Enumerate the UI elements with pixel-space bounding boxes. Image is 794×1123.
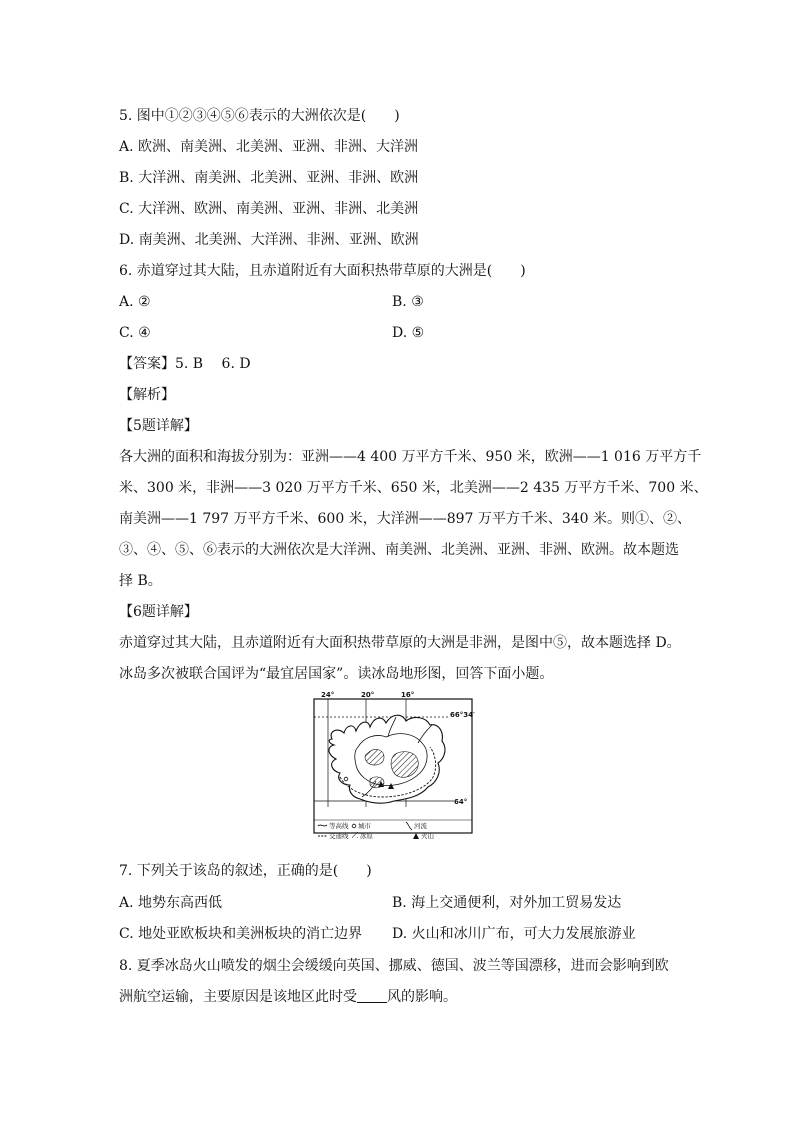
detail5-line1: 各大洲的面积和海拔分别为：亚洲——4 400 万平方千米、950 米，欧洲——1 016 万平方千 bbox=[119, 449, 702, 465]
lat-label-66: 66°34′ bbox=[450, 711, 475, 719]
city-icon bbox=[344, 777, 348, 781]
q5-option-d[interactable]: D. 南美洲、北美洲、大洋洲、非洲、亚洲、欧洲 bbox=[119, 232, 419, 248]
q7-option-c[interactable]: C. 地处亚欧板块和美洲板块的消亡边界 bbox=[119, 926, 363, 942]
glacier-legend-icon bbox=[352, 832, 358, 838]
q5-option-c[interactable]: C. 大洋洲、欧洲、南美洲、亚洲、非洲、北美洲 bbox=[119, 201, 419, 217]
detail5-line4: ③、④、⑤、⑥表示的大洲依次是大洋洲、南美洲、北美洲、亚洲、非洲、欧洲。故本题选 bbox=[119, 542, 679, 558]
legend-glacier: 冰原 bbox=[360, 832, 373, 840]
q5-stem: 5. 图中①②③④⑤⑥表示的大洲依次是( ) bbox=[119, 108, 400, 124]
q6-option-b[interactable]: B. ③ bbox=[392, 294, 424, 310]
q7-option-b[interactable]: B. 海上交通便利，对外加工贸易发达 bbox=[392, 895, 622, 911]
city-legend-icon bbox=[352, 824, 356, 828]
q6-option-a[interactable]: A. ② bbox=[119, 294, 151, 310]
q6-option-c[interactable]: C. ④ bbox=[119, 325, 151, 341]
detail5-heading: 【5题详解】 bbox=[119, 418, 198, 434]
q8-line2-start: 洲航空运输，主要原因是该地区此时受 bbox=[119, 989, 357, 1005]
legend-contour: 等高线 bbox=[329, 822, 349, 830]
legend-river: 河流 bbox=[414, 822, 427, 830]
q8-line2 bbox=[119, 987, 457, 1007]
detail5-line5: 择 B。 bbox=[119, 573, 162, 589]
q8-line2-end: 风的影响。 bbox=[387, 989, 457, 1005]
q5-option-b[interactable]: B. 大洋洲、南美洲、北美洲、亚洲、非洲、欧洲 bbox=[119, 170, 419, 186]
answer-line: 【答案】5. B 6. D bbox=[119, 356, 251, 372]
legend-city: 城市 bbox=[358, 822, 371, 830]
q6-stem: 6. 赤道穿过其大陆，且赤道附近有大面积热带草原的大洲是( ) bbox=[119, 263, 526, 279]
q5-option-a[interactable]: A. 欧洲、南美洲、北美洲、亚洲、非洲、大洋洲 bbox=[119, 139, 419, 155]
detail5-line2: 米、300 米，非洲——3 020 万平方千米、650 米，北美洲——2 435 万平方千米、700 米、 bbox=[119, 480, 708, 496]
analysis-heading: 【解析】 bbox=[119, 387, 175, 403]
detail6-text: 赤道穿过其大陆，且赤道附近有大面积热带草原的大洲是非洲，是图中⑤，故本题选择 D。 bbox=[119, 635, 681, 651]
lon-label-20: 20° bbox=[361, 691, 375, 699]
q8-line1: 8. 夏季冰岛火山喷发的烟尘会缓缓向英国、挪威、德国、波兰等国漂移，进而会影响到欧 bbox=[119, 958, 669, 974]
q7-stem: 7. 下列关于该岛的叙述，正确的是( ) bbox=[119, 863, 372, 879]
legend-volcano: 火山 bbox=[421, 832, 434, 840]
lon-label-24: 24° bbox=[321, 691, 335, 699]
detail6-heading: 【6题详解】 bbox=[119, 604, 198, 620]
q8-answer-blank[interactable] bbox=[357, 988, 387, 1003]
legend-road: 交通线 bbox=[329, 832, 349, 840]
volcano-legend-icon bbox=[413, 833, 419, 839]
q7-option-d[interactable]: D. 火山和冰川广布，可大力发展旅游业 bbox=[392, 926, 636, 942]
q7-option-a[interactable]: A. 地势东高西低 bbox=[119, 895, 223, 911]
q6-option-d[interactable]: D. ⑤ bbox=[392, 325, 425, 341]
lat-label-64: 64° bbox=[454, 798, 468, 806]
lon-label-16: 16° bbox=[401, 691, 415, 699]
intro-text: 冰岛多次被联合国评为“最宜居国家”。读冰岛地形图，回答下面小题。 bbox=[119, 666, 554, 682]
detail5-line3: 南美洲——1 797 万平方千米、600 米，大洋洲——897 万平方千米、340 米。则①、②、 bbox=[119, 511, 692, 527]
iceland-map bbox=[310, 687, 476, 847]
